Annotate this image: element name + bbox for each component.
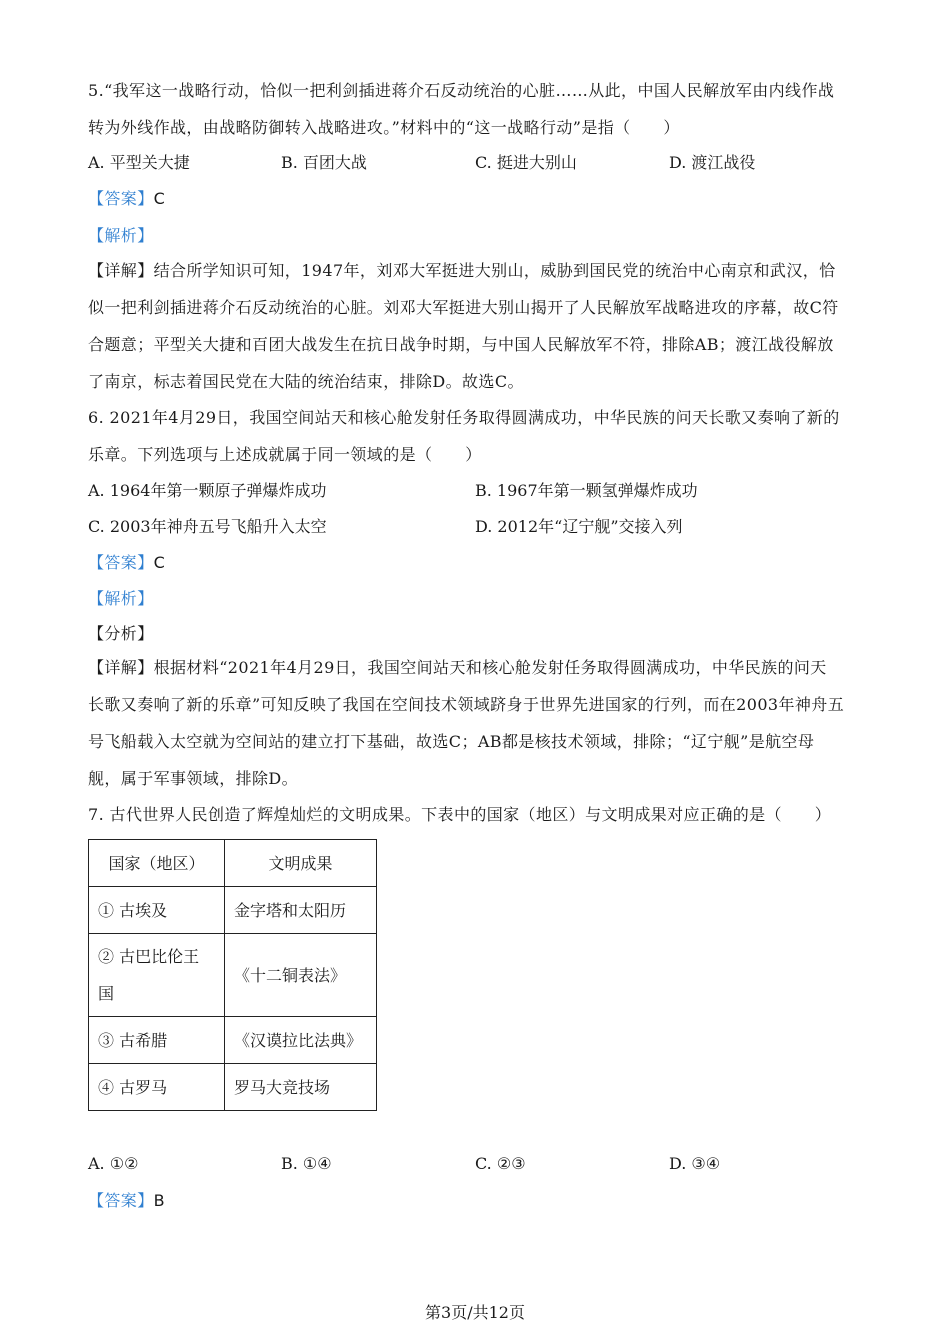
q6-option-c: C. 2003年神舟五号飞船升入太空: [88, 517, 327, 536]
q7-option-d: D. ③④: [669, 1154, 721, 1173]
q5-detail-line-2: 似一把利剑插进蒋介石反动统治的心脏。刘邓大军挺进大别山揭开了人民解放军战略进攻的序幕，故C符: [88, 298, 839, 317]
q6-detail-text-1: 根据材料“2021年4月29日，我国空间站天和核心舱发射任务取得圆满成功，中华民族的问天: [153, 658, 827, 677]
q5-detail-tag: 【详解】: [88, 261, 154, 280]
q6-stem-line-2: 乐章。下列选项与上述成就属于同一领域的是（ ）: [88, 445, 482, 464]
table-cell-country-line-2: 国: [98, 984, 115, 1003]
q6-detail-line-1: [88, 657, 827, 679]
q6-detail-line-2: 长歌又奏响了新的乐章”可知反映了我国在空间技术领域跻身于世界先进国家的行列，而在2003年神舟五: [88, 695, 845, 714]
table-row: [89, 934, 377, 1017]
q6-stem-line-1: 6. 2021年4月29日，我国空间站天和核心舱发射任务取得圆满成功，中华民族的问天长歌又奏响了新的: [88, 408, 840, 427]
q6-detail-line-4: 舰，属于军事领域，排除D。: [88, 769, 299, 788]
table-row: [89, 1064, 377, 1111]
q6-option-d: D. 2012年“辽宁舰”交接入列: [475, 517, 683, 536]
table-row: [89, 887, 377, 934]
table-cell-country: ③ 古希腊: [89, 1017, 225, 1064]
q5-analysis-tag: 【解析】: [88, 226, 154, 245]
table-cell-country: ① 古埃及: [89, 887, 225, 934]
q6-detail-line-3: 号飞船载入太空就为空间站的建立打下基础，故选C；AB都是核技术领域，排除；“辽宁舰”是航空母: [88, 732, 815, 751]
q7-answer: [88, 1190, 165, 1212]
table-row: [89, 1017, 377, 1064]
q5-stem-line-2: 转为外线作战，由战略防御转入战略进攻。”材料中的“这一战略行动”是指（ ）: [88, 118, 680, 137]
table-header-row: [89, 840, 377, 887]
q6-option-b: B. 1967年第一颗氢弹爆炸成功: [475, 481, 698, 500]
q7-option-c: C. ②③: [475, 1154, 526, 1173]
table-header-country: 国家（地区）: [89, 840, 225, 887]
table-header-achievement: 文明成果: [225, 840, 377, 887]
table-cell-achievement: 《汉谟拉比法典》: [225, 1017, 377, 1064]
q6-option-a: A. 1964年第一颗原子弹爆炸成功: [88, 481, 327, 500]
q7-stem: 7. 古代世界人民创造了辉煌灿烂的文明成果。下表中的国家（地区）与文明成果对应正确的是（ ）: [88, 805, 832, 824]
q6-analysis-tag: 【解析】: [88, 589, 154, 608]
q6-fenxi-tag: 【分析】: [88, 624, 154, 643]
q5-option-b: B. 百团大战: [281, 153, 367, 172]
table-cell-achievement: 罗马大竞技场: [225, 1064, 377, 1111]
table-cell-country: ④ 古罗马: [89, 1064, 225, 1111]
q5-option-d: D. 渡江战役: [669, 153, 756, 172]
q6-detail-tag: 【详解】: [88, 658, 154, 677]
page-footer: 第3页/共12页: [425, 1303, 525, 1322]
table-cell-country-line-1: ② 古巴比伦王: [98, 947, 200, 966]
q7-option-a: A. ①②: [88, 1154, 139, 1173]
q7-answer-tag: 【答案】: [88, 1191, 154, 1210]
q5-detail-line-3: 合题意；平型关大捷和百团大战发生在抗日战争时期，与中国人民解放军不符，排除AB；渡江战役解放: [88, 335, 834, 354]
q7-option-b: B. ①④: [281, 1154, 332, 1173]
q5-answer-value: C: [153, 189, 166, 208]
table-cell-country: [89, 934, 225, 1017]
q5-detail-text-1: 结合所学知识可知，1947年，刘邓大军挺进大别山，威胁到国民党的统治中心南京和武汉，恰: [153, 261, 836, 280]
q5-detail-line-1: [88, 260, 836, 282]
q5-option-c: C. 挺进大别山: [475, 153, 577, 172]
q5-detail-line-4: 了南京，标志着国民党在大陆的统治结束，排除D。故选C。: [88, 372, 524, 391]
q7-answer-value: B: [153, 1191, 165, 1210]
q6-answer: [88, 552, 165, 574]
q6-answer-tag: 【答案】: [88, 553, 154, 572]
q5-option-a: A. 平型关大捷: [88, 153, 190, 172]
q5-stem-line-1: 5.“我军这一战略行动，恰似一把利剑插进蒋介石反动统治的心脏……从此，中国人民解放军由内线作战: [88, 81, 835, 100]
q5-answer: [88, 188, 165, 210]
table-cell-achievement: 金字塔和太阳历: [225, 887, 377, 934]
table-cell-achievement: 《十二铜表法》: [225, 934, 377, 1017]
q6-answer-value: C: [153, 553, 166, 572]
q7-table: [88, 839, 377, 1111]
q5-answer-tag: 【答案】: [88, 189, 154, 208]
